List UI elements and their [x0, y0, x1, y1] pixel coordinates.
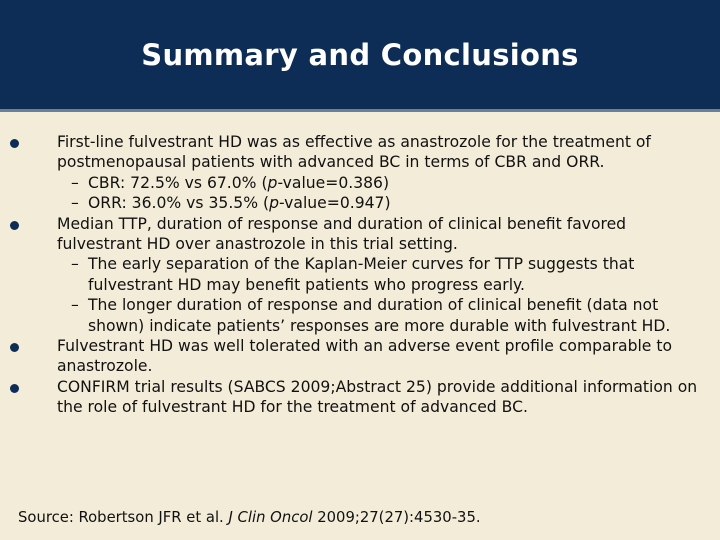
title-bar: [0, 0, 720, 112]
bullet-item: [10, 377, 700, 418]
bullet-item: [10, 132, 700, 173]
sub-bullet-item: [10, 193, 700, 213]
bullet-text: Fulvestrant HD was well tolerated with an adverse event profile comparable to anastrozole.: [57, 337, 673, 376]
bullet-text: First-line fulvestrant HD was as effective as anastrozole for the treatment of postmenopausal patients with advanced BC in terms of CBR and ORR.: [57, 133, 651, 172]
dash-icon: –: [71, 255, 79, 274]
bullet-item: [10, 214, 700, 255]
bullet-text: CONFIRM trial results (SABCS 2009;Abstract 25) provide additional information on the role of fulvestrant HD for the treatment of advanced BC.: [57, 377, 698, 417]
dash-icon: –: [71, 194, 79, 213]
sub-bullet-item: [10, 295, 700, 336]
source-citation: Source: Robertson JFR et al. J Clin Oncol 2009;27(27):4530-35.: [18, 509, 481, 526]
bullet-dot-icon: [10, 139, 19, 148]
bullet-dot-icon: [10, 384, 19, 393]
bullet-dot-icon: [10, 343, 19, 352]
dash-icon: –: [71, 173, 79, 192]
bullet-list: [10, 132, 700, 418]
bullet-item: [10, 336, 700, 377]
bullet-text: Median TTP, duration of response and duration of clinical benefit favored fulvestrant HD over anastrozole in this trial setting.: [57, 214, 627, 254]
dash-icon: –: [71, 296, 79, 315]
sub-bullet-item: [10, 173, 700, 193]
sub-bullet-text: The early separation of the Kaplan-Meier curves for TTP suggests that fulvestrant HD may benefit patients who progress early.: [88, 255, 635, 294]
sub-bullet-text: The longer duration of response and duration of clinical benefit (data not shown) indicate patients’ responses are more durable with fulvestrant HD.: [88, 296, 671, 335]
sub-bullet-text: ORR: 36.0% vs 35.5% (p-value=0.947): [88, 194, 391, 213]
sub-bullet-text: CBR: 72.5% vs 67.0% (p-value=0.386): [88, 173, 390, 192]
slide-title: Summary and Conclusions: [141, 38, 579, 72]
bullet-dot-icon: [10, 221, 19, 230]
sub-bullet-item: [10, 254, 700, 295]
